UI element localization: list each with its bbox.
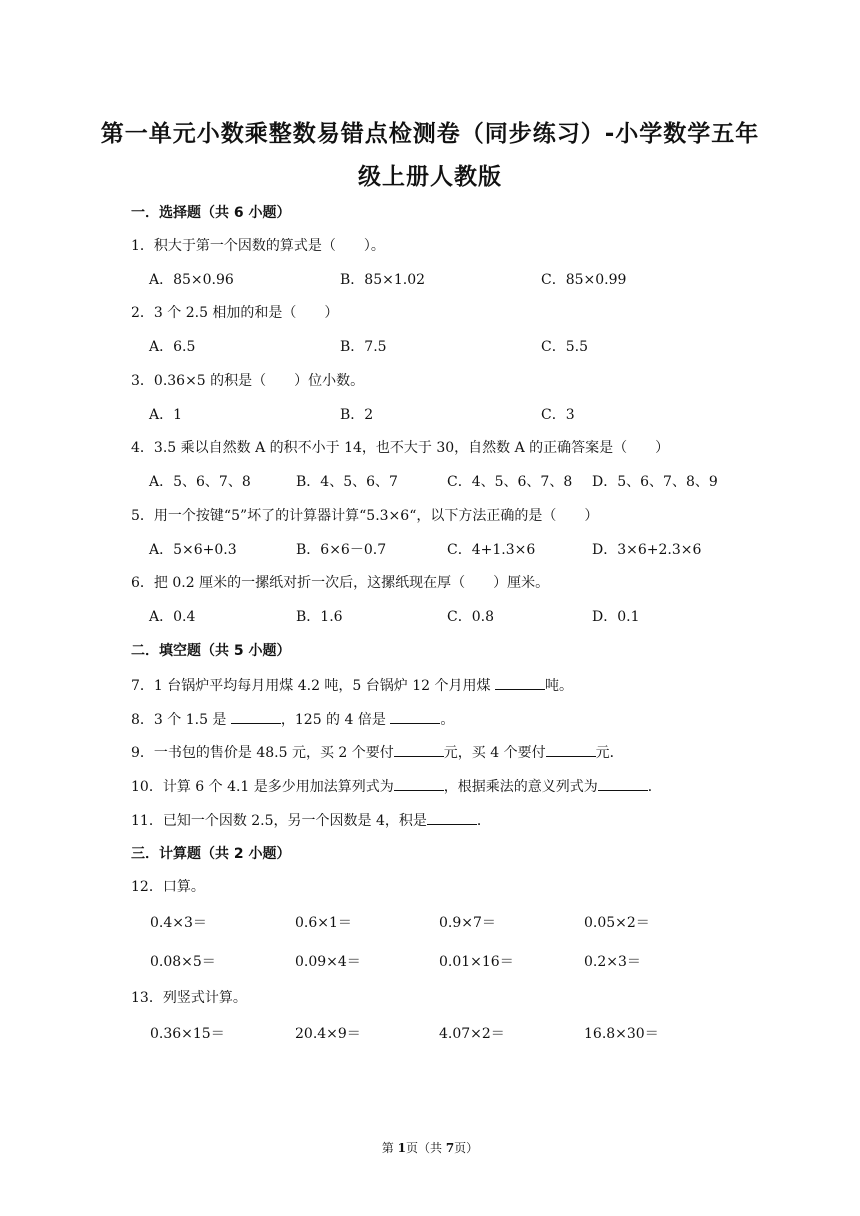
question-10-text-a: 10．计算 6 个 4.1 是多少用加法算列式为 [131, 779, 394, 795]
answer-blank[interactable] [394, 742, 444, 757]
question-13-stem: 13．列竖式计算。 [131, 990, 247, 1006]
question-11-text-b: ． [476, 813, 491, 829]
question-1-option-b: B．85×1.02 [340, 272, 426, 288]
footer-middle: 页（共 [405, 1141, 446, 1155]
oral-calc-item: 0.01×16＝ [439, 954, 514, 970]
answer-blank[interactable] [546, 742, 596, 757]
question-4-stem: 4．3.5 乘以自然数 A 的积不小于 14，也不大于 30，自然数 A 的正确答案是（ ） [131, 440, 670, 456]
question-6-option-c: C．0.8 [447, 609, 494, 625]
footer-prefix: 第 [381, 1141, 398, 1155]
footer-total-pages: 7 [445, 1141, 455, 1155]
oral-calc-item: 0.08×5＝ [150, 954, 216, 970]
question-7 [131, 675, 573, 696]
question-2-option-a: A．6.5 [149, 339, 196, 355]
question-5-stem: 5．用一个按键“5”坏了的计算器计算“5.3×6“，以下方法正确的是（ ） [131, 508, 599, 524]
question-10-text-c: ． [647, 779, 662, 795]
answer-blank[interactable] [394, 776, 444, 791]
vertical-calc-item: 4.07×2＝ [439, 1026, 505, 1042]
page-title-line1: 第一单元小数乘整数易错点检测卷（同步练习）-小学数学五年 [100, 121, 760, 147]
question-5-option-a: A．5×6+0.3 [149, 542, 237, 558]
question-6-option-d: D．0.1 [592, 609, 640, 625]
question-10-text-b: ，根据乘法的意义列式为 [443, 779, 598, 795]
question-5-option-d: D．3×6+2.3×6 [592, 542, 702, 558]
question-1-option-c: C．85×0.99 [541, 272, 627, 288]
question-3-stem: 3．0.36×5 的积是（ ）位小数。 [131, 373, 365, 389]
vertical-calc-item: 0.36×15＝ [150, 1026, 225, 1042]
vertical-calc-item: 20.4×9＝ [295, 1026, 361, 1042]
oral-calc-item: 0.09×4＝ [295, 954, 361, 970]
question-8-text-b: ，125 的 4 倍是 [280, 712, 391, 728]
question-10 [131, 776, 662, 797]
question-6-option-a: A．0.4 [149, 609, 196, 625]
question-11-text-a: 11．已知一个因数 2.5，另一个因数是 4，积是 [131, 813, 427, 829]
question-2-option-b: B．7.5 [340, 339, 387, 355]
question-6-option-b: B．1.6 [296, 609, 343, 625]
question-1-stem: 1．积大于第一个因数的算式是（ ）。 [131, 238, 385, 254]
question-5-option-c: C．4+1.3×6 [447, 542, 536, 558]
question-11 [131, 810, 491, 831]
oral-calc-item: 0.6×1＝ [295, 915, 352, 931]
question-3-option-c: C．3 [541, 407, 575, 423]
question-6-stem: 6．把 0.2 厘米的一摞纸对折一次后，这摞纸现在厚（ ）厘米。 [131, 575, 550, 591]
question-3-option-b: B．2 [340, 407, 374, 423]
answer-blank[interactable] [231, 709, 281, 724]
question-2-option-c: C．5.5 [541, 339, 588, 355]
footer-suffix: 页） [454, 1141, 479, 1155]
footer-page-number: 1 [397, 1141, 406, 1155]
answer-blank[interactable] [427, 810, 477, 825]
answer-blank[interactable] [390, 709, 440, 724]
section-heading-choice: 一．选择题（共 6 小题） [131, 205, 291, 221]
question-9-text-c: 元． [595, 745, 624, 761]
page-footer [0, 1139, 860, 1156]
question-7-text-a: 7．1 台锅炉平均每月用煤 4.2 吨，5 台锅炉 12 个月用煤 [131, 678, 495, 694]
question-4-option-d: D．5、6、7、8、9 [592, 474, 718, 490]
question-4-option-a: A．5、6、7、8 [149, 474, 251, 490]
oral-calc-item: 0.9×7＝ [439, 915, 496, 931]
oral-calc-item: 0.05×2＝ [584, 915, 650, 931]
question-8-text-c: 。 [440, 712, 455, 728]
question-12-stem: 12．口算。 [131, 879, 205, 895]
section-heading-fill: 二．填空题（共 5 小题） [131, 643, 291, 659]
question-8 [131, 709, 454, 730]
question-7-text-b: 吨。 [544, 678, 573, 694]
question-4-option-b: B．4、5、6、7 [296, 474, 398, 490]
oral-calc-item: 0.2×3＝ [584, 954, 641, 970]
section-heading-calc: 三．计算题（共 2 小题） [131, 846, 291, 862]
question-9-text-a: 9．一书包的售价是 48.5 元，买 2 个要付 [131, 745, 394, 761]
page-title-line2: 级上册人教版 [358, 164, 502, 190]
answer-blank[interactable] [598, 776, 648, 791]
question-4-option-c: C．4、5、6、7、8 [447, 474, 573, 490]
question-2-stem: 2．3 个 2.5 相加的和是（ ） [131, 305, 339, 321]
question-9 [131, 742, 624, 763]
question-3-option-a: A．1 [149, 407, 183, 423]
question-9-text-b: 元，买 4 个要付 [443, 745, 546, 761]
question-1-option-a: A．85×0.96 [149, 272, 234, 288]
question-8-text-a: 8．3 个 1.5 是 [131, 712, 231, 728]
vertical-calc-item: 16.8×30＝ [584, 1026, 659, 1042]
answer-blank[interactable] [495, 675, 545, 690]
oral-calc-item: 0.4×3＝ [150, 915, 207, 931]
question-5-option-b: B．6×6－0.7 [296, 542, 387, 558]
